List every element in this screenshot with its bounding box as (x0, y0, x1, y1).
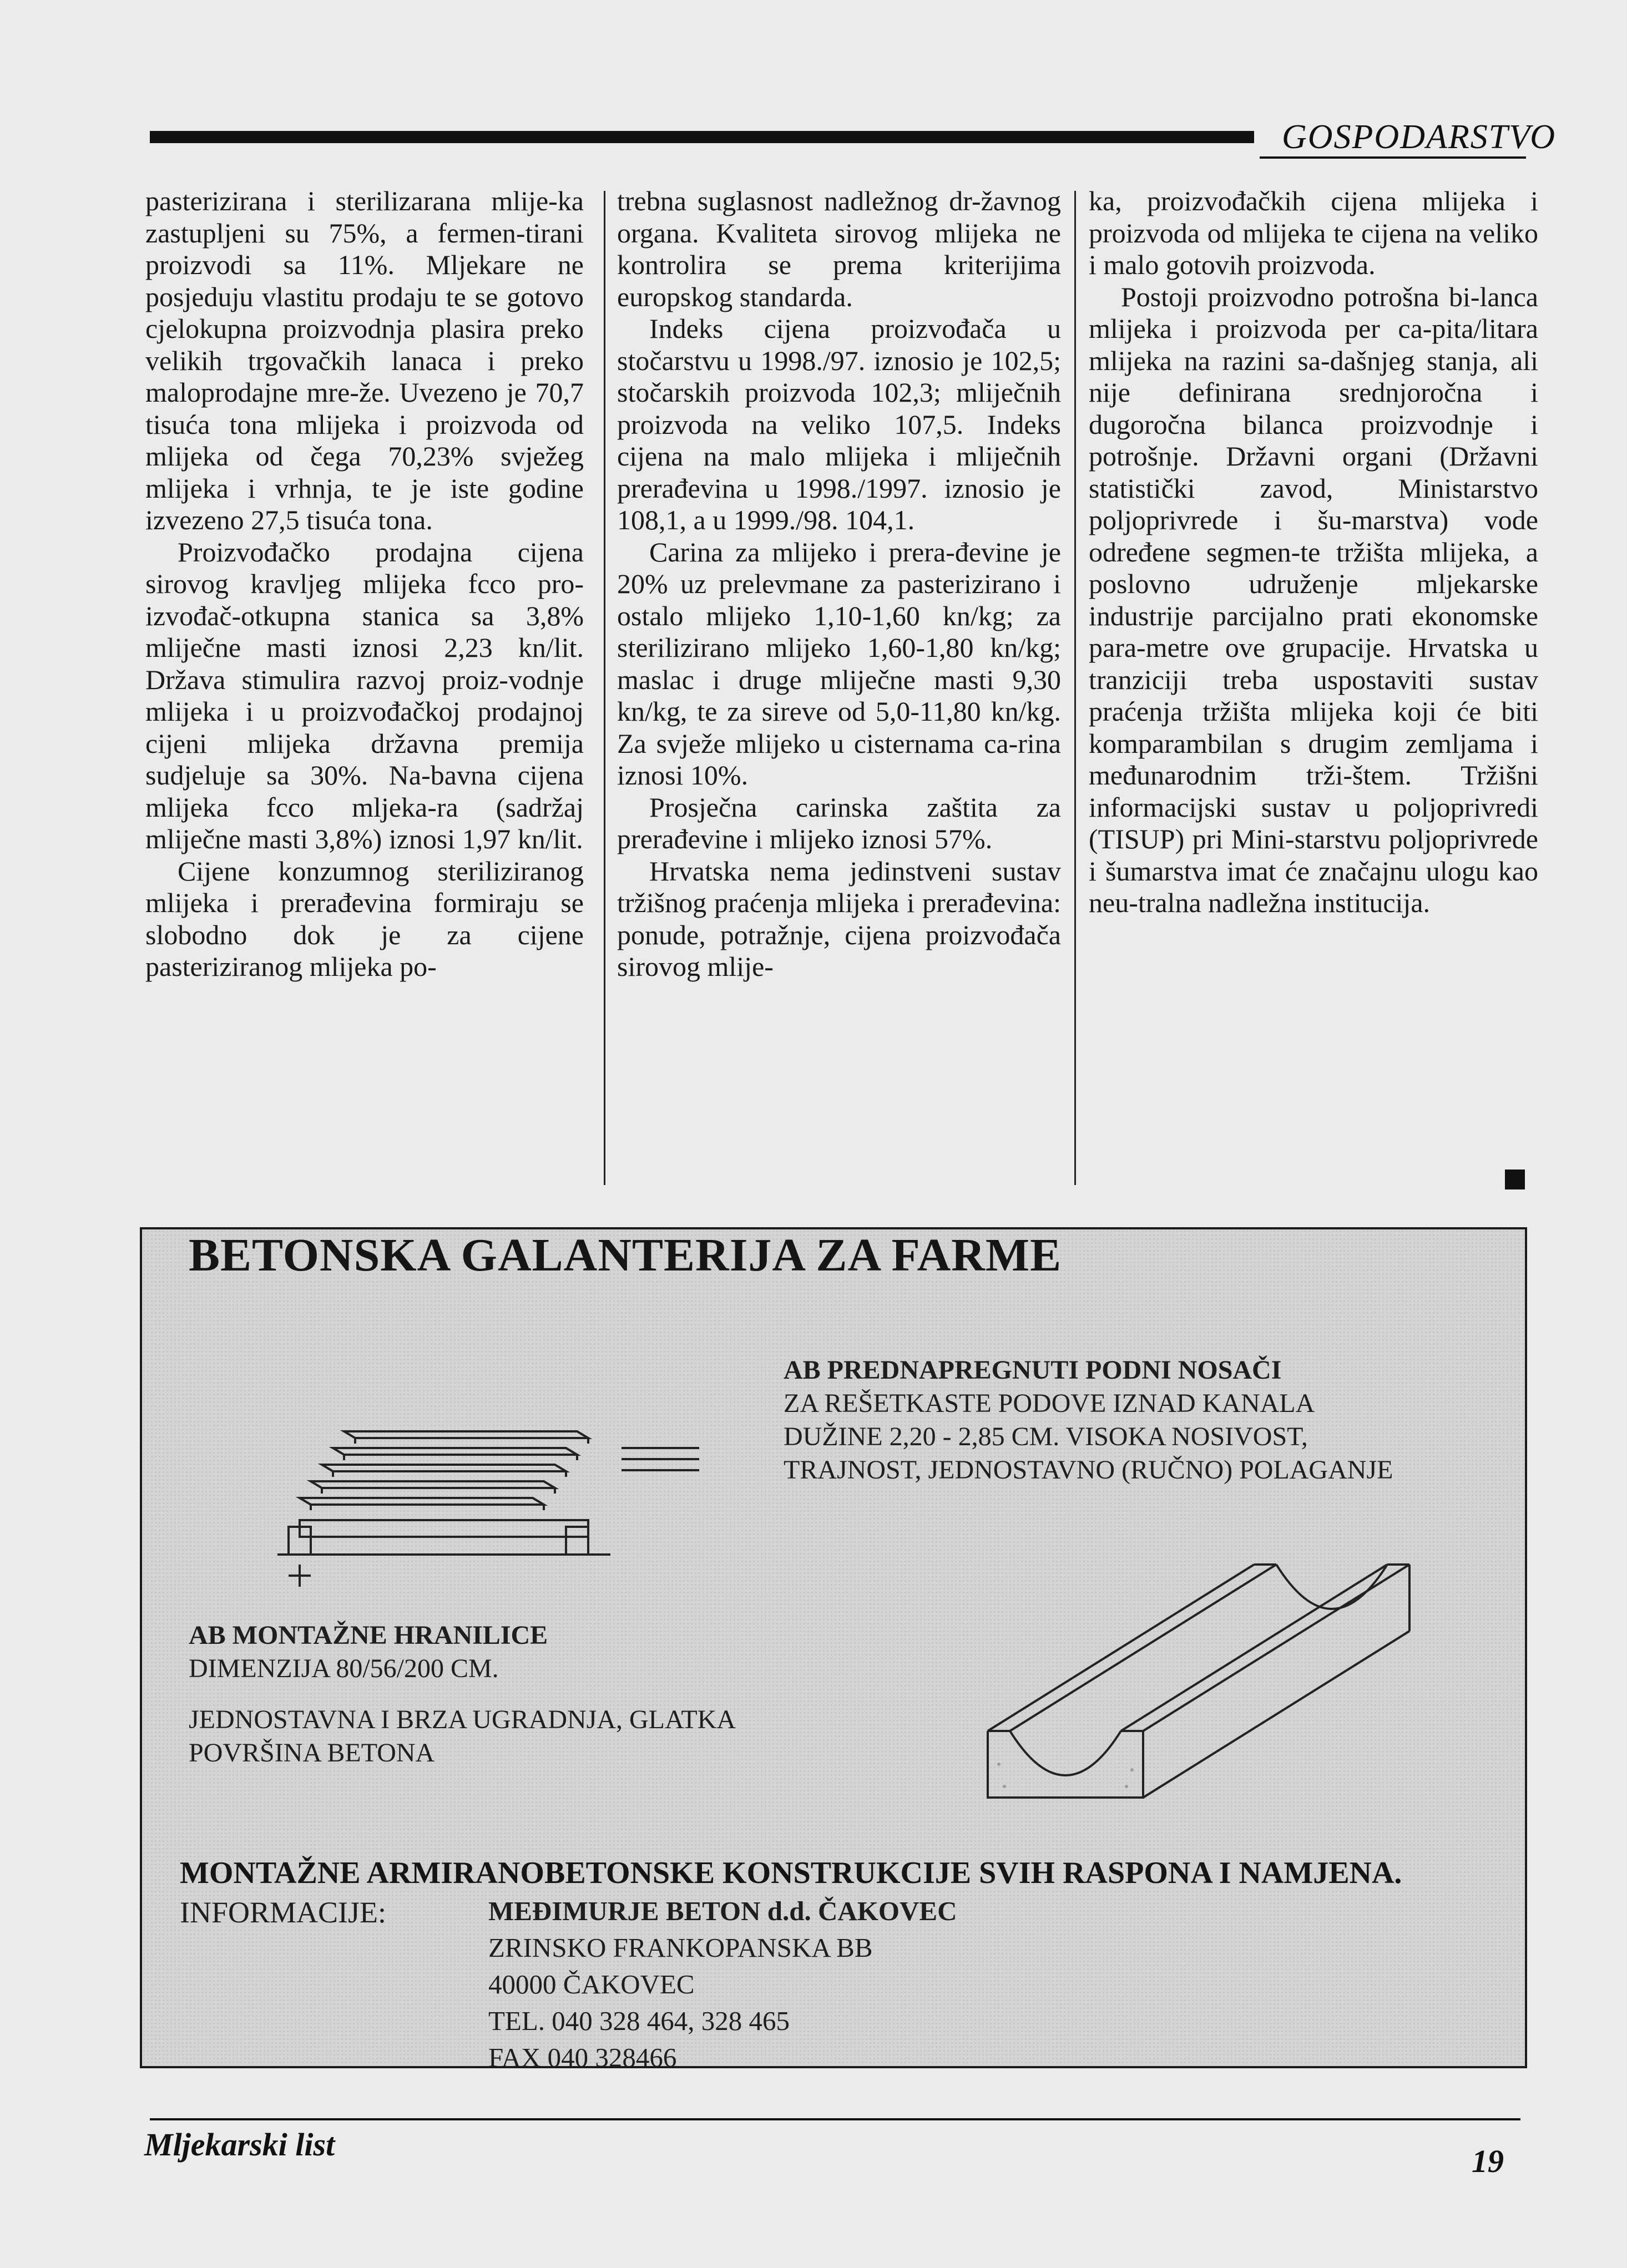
footer-rule (150, 2118, 1520, 2120)
paragraph: Prosječna carinska zaštita za prerađevine i mlijeko iznosi 57%. (617, 791, 1061, 854)
text-column-3 (1089, 185, 1538, 919)
slatted-floor-beams-illustration (277, 1409, 699, 1598)
paragraph: trebna suglasnost nadležnog dr-žavnog organa. Kvaliteta sirovog mlijeka ne kontrolira se prema kriterijima europskog standarda. (617, 185, 1061, 312)
ad-line: TRAJNOST, JEDNOSTAVNO (RUČNO) POLAGANJE (784, 1455, 1393, 1485)
phone-line: TEL. 040 328 464, 328 465 (488, 2006, 790, 2036)
ad-line: POVRŠINA BETONA (189, 1738, 435, 1768)
ad-feeders-desc (189, 1703, 736, 1770)
ad-floor-beams-text (784, 1354, 1393, 1487)
section-title: GOSPODARSTVO (1282, 118, 1556, 156)
ad-constructions-line: MONTAŽNE ARMIRANOBETONSKE KONSTRUKCIJE SVIH RASPONA I NAMJENA. (180, 1856, 1402, 1890)
ad-line: AB MONTAŽNE HRANILICE (189, 1621, 548, 1650)
fax-line: FAX 040 328466 (488, 2042, 677, 2073)
paragraph: Indeks cijena proizvođača u stočarstvu u 1998./97. iznosio je 102,5; stočarskih proizvoda 102,3; mliječnih proizvoda na veliko 107,5. Indeks cijena na malo mlijeka i mliječnih prerađevina u 1998./1997. iznosio je 108,1, a u 1999./98. 104,1. (617, 313, 1061, 535)
article-end-square (1505, 1170, 1525, 1189)
paragraph: Postoji proizvodno potrošna bi-lanca mlijeka i proizvoda per ca-pita/litara mlijeka na razini sa-dašnjeg stanja, ali nije definirana srednjoročna i dugoročna bilanca proizvodnje i potrošnje. Državni organi (Državni statistički zavod, Ministarstvo poljoprivrede i šu-marstva) vode određene segmen-te tržišta mlijeka, a poslovno udruženje mljekarske industrije parcijalno prati ekonomske para-metre ove grupacije. Hrvatska u tranziciji treba uspostaviti sustav praćenja tržišta mlijeka koji će biti komparambilan s drugim zemljama i međunarodnim trži-štem. Tržišni informacijski sustav u poljoprivredi (TISUP) pri Mini-starstvu poljoprivrede i šumarstva imat će značajnu ulogu kao neu-tralna nadležna institucija. (1089, 281, 1538, 918)
paragraph: Carina za mlijeko i prera-đevine je 20% uz prelevmane za pasterizirano i ostalo mlijeko 1,10-1,60 kn/kg; za sterilizirano mlijeko 1,60-1,80 kn/kg; maslac i druge mliječne masti 9,30 kn/kg, te za sireve od 5,0-11,80 kn/kg. Za svježe mlijeko u cisternama ca-rina iznosi 10%. (617, 536, 1061, 791)
concrete-feeder-trough-illustration (966, 1531, 1443, 1842)
ad-line: DUŽINE 2,20 - 2,85 CM. VISOKA NOSIVOST, (784, 1422, 1308, 1451)
ad-info-label: INFORMACIJE: (180, 1896, 387, 1929)
column-divider (1074, 191, 1076, 1185)
text-column-2 (617, 185, 1061, 983)
address-line: ZRINSKO FRANKOPANSKA BB (488, 1932, 873, 1963)
paragraph: Proizvođačko prodajna cijena sirovog kravljeg mlijeka fcco pro-izvođač-otkupna stanica sa 3,8% mliječne masti iznosi 2,23 kn/lit. Država stimulira razvoj proiz-vodnje mlijeka i u proizvođačkoj prodajnoj cijeni mlijeka državna premija sudjeluje sa 30%. Na-bavna cijena mlijeka fcco mljeka-ra (sadržaj mliječne masti 3,8%) iznosi 1,97 kn/lit. (145, 536, 584, 854)
paragraph: ka, proizvođačkih cijena mlijeka i proizvoda od mlijeka te cijena na veliko i malo gotovih proizvoda. (1089, 185, 1538, 280)
column-divider (604, 191, 605, 1185)
ad-contact-block (488, 1893, 957, 2076)
ad-line: JEDNOSTAVNA I BRZA UGRADNJA, GLATKA (189, 1705, 736, 1734)
ad-title: BETONSKA GALANTERIJA ZA FARME (189, 1229, 1062, 1281)
ad-line: ZA REŠETKASTE PODOVE IZNAD KANALA (784, 1389, 1315, 1418)
text-column-1 (145, 185, 584, 983)
ad-line: DIMENZIJA 80/56/200 CM. (189, 1654, 499, 1683)
address-line: 40000 ČAKOVEC (488, 1969, 695, 1999)
header-rule-thick (150, 131, 1254, 143)
paragraph: pasterizirana i sterilizarana mlije-ka zastupljeni su 75%, a fermen-tirani proizvodi sa 11%. Mljekare ne posjeduju vlastitu prodaju te se gotovo cjelokupna proizvodnja plasira preko velikih trgovačkih lanaca i preko maloprodajne mre-že. Uvezeno je 70,7 tisuća tona mlijeka i proizvoda od mlijeka od čega 70,23% svježeg mlijeka i vrhnja, te je iste godine izvezeno 27,5 tisuća tona. (145, 185, 584, 535)
paragraph: Cijene konzumnog steriliziranog mlijeka i prerađevina formiraju se slobodno dok je za cijene pasteriziranog mlijeka po- (145, 855, 584, 982)
paragraph: Hrvatska nema jedinstveni sustav tržišnog praćenja mlijeka i prerađevina: ponude, potražnje, cijena proizvođača sirovog mlije- (617, 855, 1061, 982)
journal-name: Mljekarski list (144, 2127, 335, 2163)
company-name: MEĐIMURJE BETON d.d. ČAKOVEC (488, 1896, 957, 1926)
ad-line: AB PREDNAPREGNUTI PODNI NOSAČI (784, 1355, 1282, 1385)
ad-feeders-text (189, 1619, 548, 1685)
page-number: 19 (1472, 2143, 1504, 2179)
